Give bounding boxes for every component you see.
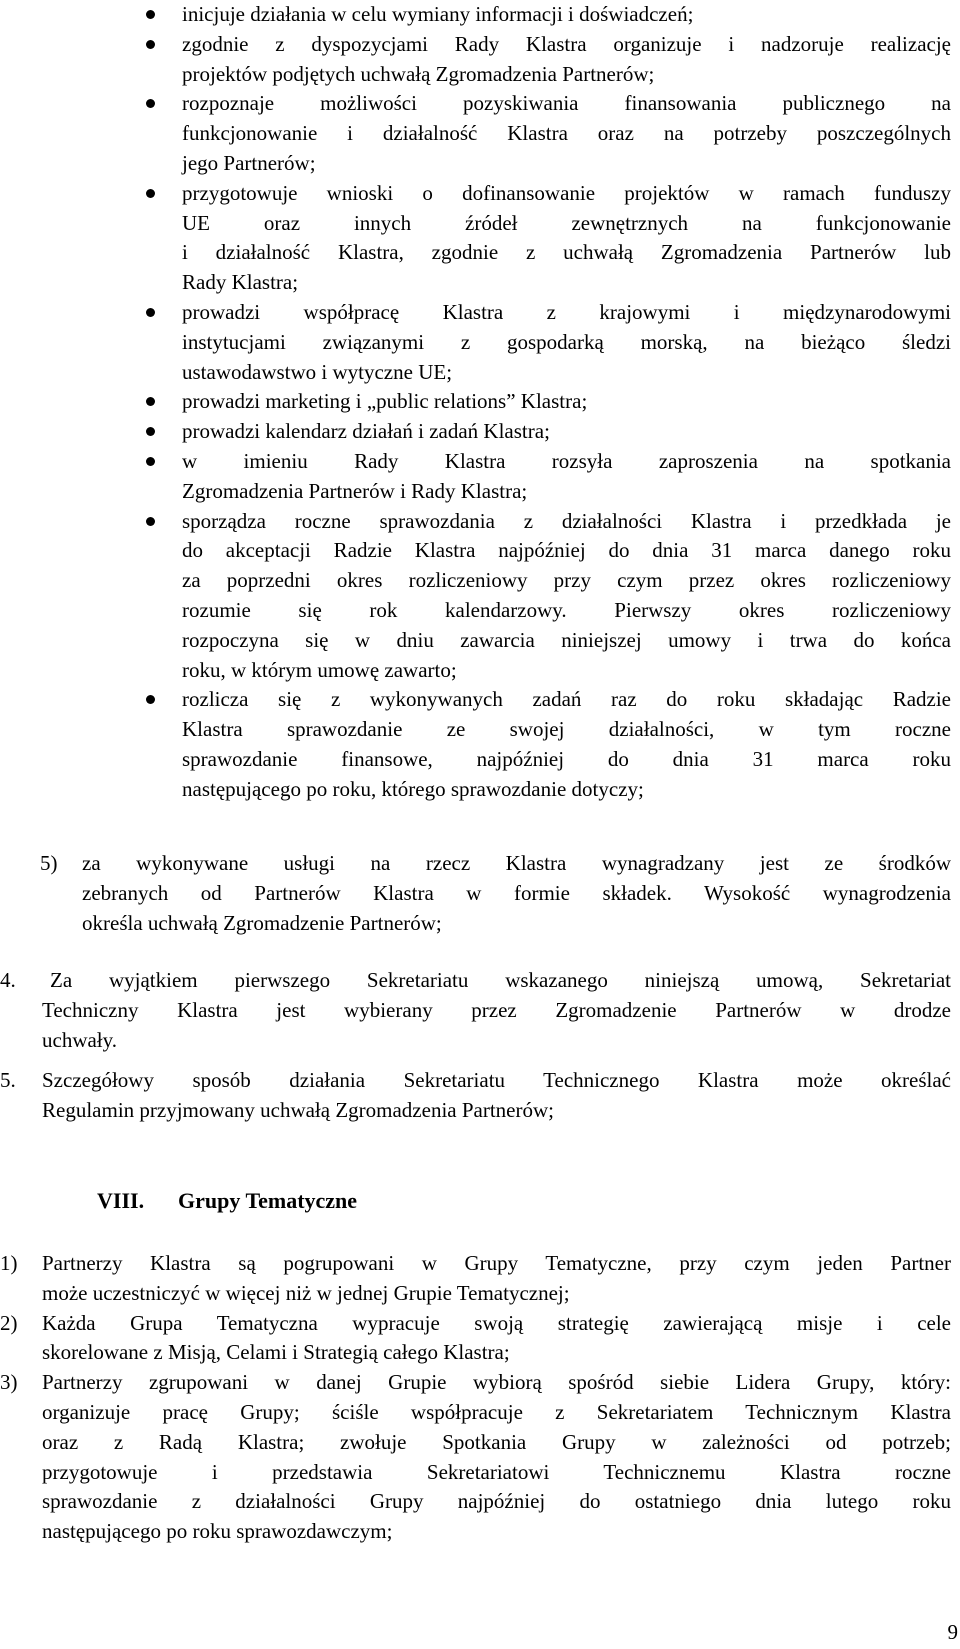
groups-list — [0, 1249, 960, 1547]
point-line: Za wyjątkiem pierwszego Sekretariatu wskazanego niniejszą umową, Sekretariat — [50, 968, 951, 992]
list-item — [182, 447, 951, 507]
list-item-line: prowadzi kalendarz działań i zadań Klastra; — [182, 419, 550, 444]
bullet-icon — [146, 427, 155, 436]
list-item — [0, 1368, 951, 1547]
list-item-line: jego Partnerów; — [182, 150, 316, 175]
list-item — [182, 30, 951, 90]
item-line: skorelowane z Misją, Celami i Strategią całego Klastra; — [42, 1340, 510, 1365]
list-item-line: zgodnie z dyspozycjami Rady Klastra organizuje i nadzoruje realizację — [182, 31, 951, 56]
list-item-line: UE oraz innych źródeł zewnętrznych na funkcjonowanie — [182, 210, 951, 235]
point-4 — [0, 966, 960, 1055]
item-line: Partnerzy Klastra są pogrupowani w Grupy Tematyczne, przy czym jeden Partner — [42, 1251, 951, 1275]
item-number: 2) — [0, 1310, 18, 1335]
list-item-line: instytucjami związanymi z gospodarką morską, na bieżąco śledzi — [182, 329, 951, 354]
numbered-item — [40, 849, 951, 938]
list-item — [182, 89, 951, 178]
list-item-line: rozlicza się z wykonywanych zadań raz do roku składając Radzie — [182, 687, 951, 712]
list-item-line: do akceptacji Radzie Klastra najpóźniej do dnia 31 marca danego roku — [182, 538, 951, 563]
item-number: 1) — [0, 1251, 18, 1275]
point-5 — [0, 1066, 960, 1126]
section-number: VIII. — [97, 1188, 145, 1213]
list-item-line: przygotowuje wnioski o dofinansowanie projektów w ramach funduszy — [182, 180, 951, 205]
page-number: 9 — [947, 1620, 958, 1644]
item-line: może uczestniczyć w więcej niż w jednej Grupie Tematycznej; — [42, 1280, 570, 1305]
bullet-icon — [146, 517, 155, 526]
bullet-list — [0, 0, 960, 805]
list-item-line: Zgromadzenia Partnerów i Rady Klastra; — [182, 478, 528, 503]
list-item — [0, 1249, 951, 1309]
list-item — [182, 507, 951, 686]
item-number: 3) — [0, 1370, 18, 1395]
numbered-item — [0, 966, 951, 1055]
item-line: za wykonywane usługi na rzecz Klastra wynagradzany jest ze środków — [82, 851, 951, 875]
numbered-item — [0, 1066, 951, 1126]
list-item — [0, 1309, 951, 1369]
list-item-line: Rady Klastra; — [182, 270, 299, 295]
list-item-line: ustawodawstwo i wytyczne UE; — [182, 359, 453, 384]
section-heading — [97, 1186, 357, 1216]
point-line: Techniczny Klastra jest wybierany przez Zgromadzenie Partnerów w drodze — [42, 997, 951, 1022]
item-line: następującego po roku sprawozdawczym; — [42, 1519, 393, 1544]
list-item — [182, 387, 951, 417]
list-item-line: rozpoczyna się w dniu zawarcia niniejszej umowy i trwa do końca — [182, 627, 951, 652]
bullet-icon — [146, 99, 155, 108]
list-item-line: rozumie się rok kalendarzowy. Pierwszy okres rozliczeniowy — [182, 597, 951, 622]
point-number: 4. — [0, 968, 16, 992]
item-line: oraz z Radą Klastra; zwołuje Spotkania Grupy w zależności od potrzeb; — [42, 1429, 951, 1454]
list-item-line: roku, w którym umowę zawarto; — [182, 657, 457, 682]
item-line: przygotowuje i przedstawia Sekretariatowi Technicznemu Klastra roczne — [42, 1459, 951, 1484]
list-item-line: sprawozdanie finansowe, najpóźniej do dnia 31 marca roku — [182, 746, 951, 771]
list-item-line: rozpoznaje możliwości pozyskiwania finansowania publicznego na — [182, 91, 951, 116]
point-line: uchwały. — [42, 1027, 118, 1052]
list-item-line: następującego po roku, którego sprawozdanie dotyczy; — [182, 776, 644, 801]
list-item-line: prowadzi marketing i „public relations” Klastra; — [182, 389, 588, 414]
list-item — [182, 179, 951, 298]
list-item-line: w imieniu Rady Klastra rozsyła zaproszenia na spotkania — [182, 448, 951, 473]
item-line: organizuje pracę Grupy; ściśle współpracuje z Sekretariatem Technicznym Klastra — [42, 1399, 951, 1424]
list-item-line: funkcjonowanie i działalność Klastra oraz na potrzeby poszczególnych — [182, 121, 951, 146]
list-item-line: i działalność Klastra, zgodnie z uchwałą Zgromadzenia Partnerów lub — [182, 240, 951, 265]
item-line: sprawozdanie z działalności Grupy najpóźniej do ostatniego dnia lutego roku — [42, 1489, 951, 1514]
item-line: Każda Grupa Tematyczna wypracuje swoją strategię zawierającą misje i cele — [42, 1310, 951, 1335]
bullet-icon — [146, 40, 155, 49]
bullet-icon — [146, 189, 155, 198]
list-item-line: Klastra sprawozdanie ze swojej działalności, w tym roczne — [182, 717, 951, 742]
list-item — [182, 0, 951, 30]
item-line: zebranych od Partnerów Klastra w formie składek. Wysokość wynagrodzenia — [82, 880, 951, 905]
item-line: Partnerzy zgrupowani w danej Grupie wybiorą spośród siebie Lidera Grupy, który: — [42, 1370, 951, 1395]
list-item — [182, 685, 951, 804]
bullet-icon — [146, 397, 155, 406]
list-item — [182, 417, 951, 447]
list-item-line: inicjuje działania w celu wymiany informacji i doświadczeń; — [182, 2, 694, 26]
point-number: 5. — [0, 1068, 16, 1092]
item-number: 5) — [40, 851, 58, 875]
point-line: Szczegółowy sposób działania Sekretariatu Technicznego Klastra może określać — [42, 1068, 951, 1092]
list-item-line: projektów podjętych uchwałą Zgromadzenia Partnerów; — [182, 61, 655, 86]
list-item — [182, 298, 951, 387]
list-item-line: prowadzi współpracę Klastra z krajowymi i międzynarodowymi — [182, 299, 951, 324]
bullet-icon — [146, 457, 155, 466]
bullet-icon — [146, 308, 155, 317]
point-line: Regulamin przyjmowany uchwałą Zgromadzenia Partnerów; — [42, 1097, 554, 1122]
list-item-line: za poprzedni okres rozliczeniowy przy czym przez okres rozliczeniowy — [182, 568, 951, 593]
list-item-line: sporządza roczne sprawozdania z działalności Klastra i przedkłada je — [182, 508, 951, 533]
section-title: Grupy Tematyczne — [178, 1188, 358, 1213]
bullet-icon — [146, 10, 155, 19]
bullet-icon — [146, 695, 155, 704]
list-item-5 — [0, 849, 960, 938]
item-line: określa uchwałą Zgromadzenie Partnerów; — [82, 910, 442, 935]
